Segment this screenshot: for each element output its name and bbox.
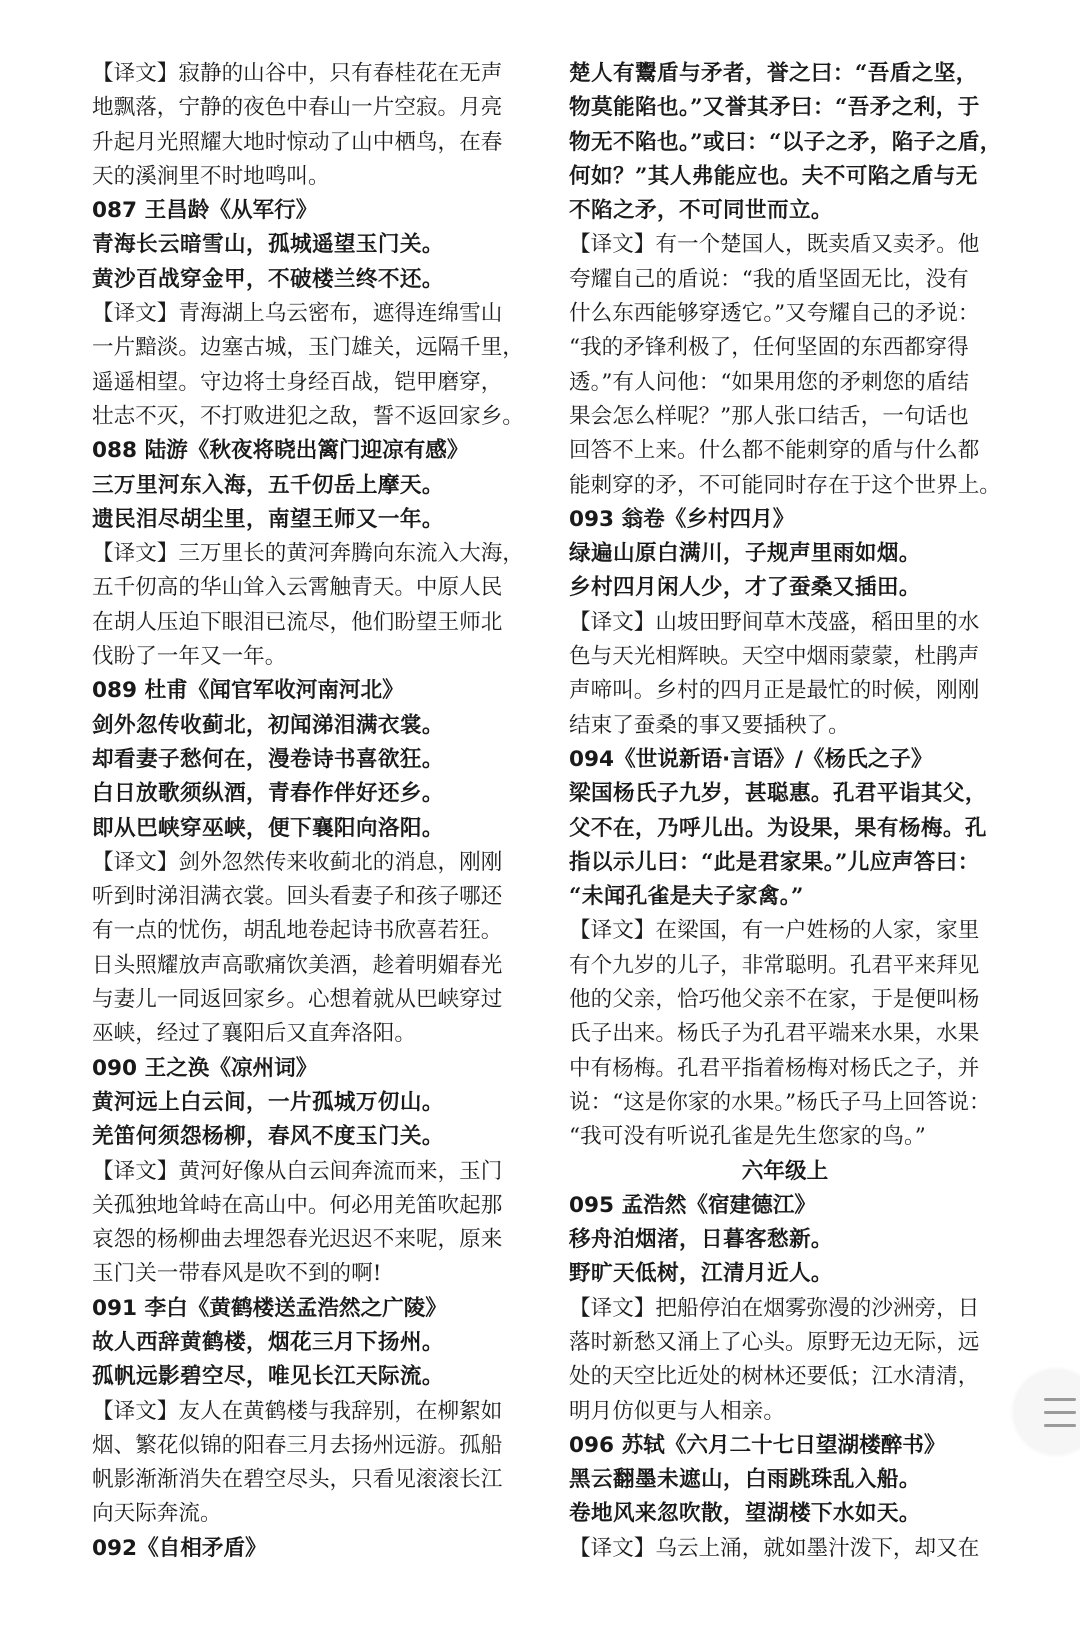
section-heading: 096 苏轼《六月二十七日望湖楼醉书》 [569, 1432, 946, 1458]
translation-line: 【译文】黄河好像从白云间奔流而来，玉门 [92, 1158, 503, 1184]
section-heading: 091 李白《黄鹤楼送孟浩然之广陵》 [92, 1295, 447, 1321]
poem-line: 楚人有鬻盾与矛者，誉之曰：“吾盾之坚， [569, 61, 978, 86]
hamburger-menu-icon-bar [1044, 1424, 1076, 1427]
translation-line: 果会怎么样呢？”那人张口结舌，一句话也 [569, 403, 969, 429]
poem-line: “未闻孔雀是夫子家禽。” [569, 884, 804, 910]
poem-line: 黑云翻墨未遮山，白雨跳珠乱入船。 [569, 1467, 921, 1493]
translation-line: 【译文】剑外忽然传来收蓟北的消息，刚刚 [92, 849, 503, 875]
poem-line: 指以示儿曰：“此是君家果。”儿应声答曰： [569, 849, 980, 875]
floating-menu-button[interactable] [1014, 1370, 1080, 1454]
poem-line: 父不在，乃呼儿出。为设果，果有杨梅。孔 [569, 815, 987, 841]
poem-line: 故人西辞黄鹤楼，烟花三月下扬州。 [92, 1329, 444, 1355]
translation-line: 听到时涕泪满衣裳。回头看妻子和孩子哪还 [92, 884, 503, 910]
hamburger-menu-icon-bar [1044, 1411, 1076, 1414]
poem-line: 物无不陷也。”或曰：“以子之矛，陷子之盾， [569, 129, 1002, 155]
translation-line: 【译文】在梁国，有一户姓杨的人家，家里 [569, 918, 980, 944]
poem-line: 剑外忽传收蓟北，初闻涕泪满衣裳。 [92, 712, 444, 738]
translation-line: 天的溪涧里不时地鸣叫。 [92, 163, 330, 189]
translation-line: 夸耀自己的盾说：“我的盾坚固无比，没有 [569, 266, 969, 292]
translation-line: 能刺穿的矛，不可能同时存在于这个世界上。 [569, 472, 1001, 498]
translation-line: 【译文】把船停泊在烟雾弥漫的沙洲旁，日 [569, 1295, 980, 1321]
section-heading: 093 翁卷《乡村四月》 [569, 506, 795, 532]
translation-line: 地飘落，宁静的夜色中春山一片空寂。月亮 [92, 95, 503, 121]
poem-line: 移舟泊烟渚，日暮客愁新。 [569, 1227, 833, 1253]
translation-line: 烟、繁花似锦的阳春三月去扬州远游。孤船 [92, 1432, 503, 1458]
translation-line: 氏子出来。杨氏子为孔君平端来水果，水果 [569, 1021, 980, 1047]
translation-line: 五千仞高的华山耸入云霄触青天。中原人民 [92, 575, 503, 601]
translation-line: 日头照耀放声高歌痛饮美酒，趁着明媚春光 [92, 952, 503, 978]
poem-line: 物莫能陷也。”又誉其矛曰：“吾矛之利，于 [569, 95, 980, 121]
section-heading: 092《自相矛盾》 [92, 1535, 267, 1561]
poem-line: 孤帆远影碧空尽，唯见长江天际流。 [92, 1364, 444, 1390]
translation-line: 【译文】山坡田野间草木茂盛，稻田里的水 [569, 609, 980, 635]
right-column [569, 57, 1001, 1566]
translation-line: 【译文】三万里长的黄河奔腾向东流入大海， [92, 541, 524, 567]
translation-line: 巫峡，经过了襄阳后又直奔洛阳。 [92, 1021, 416, 1047]
translation-line: 遥遥相望。守边将士身经百战，铠甲磨穿， [92, 369, 503, 395]
translation-line: 【译文】有一个楚国人，既卖盾又卖矛。他 [569, 232, 980, 258]
poem-line: 野旷天低树，江清月近人。 [569, 1261, 833, 1287]
translation-line: 哀怨的杨柳曲去埋怨春光迟迟不来呢，原来 [92, 1227, 503, 1253]
translation-line: 向天际奔流。 [92, 1501, 222, 1527]
translation-line: 明月仿似更与人相亲。 [569, 1398, 785, 1424]
section-heading: 087 王昌龄《从军行》 [92, 198, 318, 224]
poem-line: 何如？”其人弗能应也。夫不可陷之盾与无 [569, 163, 978, 189]
translation-line: 与妻儿一同返回家乡。心想着就从巴峡穿过 [92, 987, 503, 1013]
translation-line: 关孤独地耸峙在高山中。何必用羌笛吹起那 [92, 1192, 503, 1218]
translation-line: 落时新愁又涌上了心头。原野无边无际，远 [569, 1329, 980, 1355]
poem-line: 黄河远上白云间，一片孤城万仞山。 [92, 1089, 444, 1115]
section-heading: 090 王之涣《凉州词》 [92, 1055, 318, 1081]
translation-line: 中有杨梅。孔君平指着杨梅对杨氏之子，并 [569, 1055, 980, 1081]
translation-line: 什么东西能够穿透它。”又夸耀自己的矛说： [569, 301, 980, 327]
poem-line: 黄沙百战穿金甲，不破楼兰终不还。 [92, 266, 444, 292]
translation-line: 透。”有人问他：“如果用您的矛刺您的盾结 [569, 369, 969, 395]
translation-line: 他的父亲，恰巧他父亲不在家，于是便叫杨 [569, 987, 980, 1013]
poem-line: 却看妻子愁何在，漫卷诗书喜欲狂。 [92, 746, 444, 772]
translation-line: 玉门关一带春风是吹不到的啊! [92, 1261, 382, 1287]
poem-line: 三万里河东入海，五千仞岳上摩天。 [92, 472, 444, 498]
translation-line: 壮志不灭，不打败进犯之敌，誓不返回家乡。 [92, 403, 524, 429]
translation-line: 【译文】乌云上涌，就如墨汁泼下，却又在 [569, 1535, 980, 1561]
poem-line: 卷地风来忽吹散，望湖楼下水如天。 [569, 1501, 921, 1527]
translation-line: 【译文】青海湖上乌云密布，遮得连绵雪山 [92, 301, 503, 327]
translation-line: 结束了蚕桑的事又要插秧了。 [569, 712, 850, 738]
translation-line: 在胡人压迫下眼泪已流尽，他们盼望王师北 [92, 609, 503, 635]
poem-line: 青海长云暗雪山，孤城遥望玉门关。 [92, 232, 444, 258]
translation-line: 升起月光照耀大地时惊动了山中栖鸟，在春 [92, 129, 503, 155]
poem-line: 羌笛何须怨杨柳，春风不度玉门关。 [92, 1124, 444, 1150]
translation-line: 【译文】寂静的山谷中，只有春桂花在无声 [92, 61, 503, 86]
grade-heading: 六年级上 [741, 1158, 829, 1184]
translation-line: “我的矛锋利极了，任何坚固的东西都穿得 [569, 335, 969, 361]
hamburger-menu-icon [1044, 1398, 1076, 1401]
translation-line: 处的天空比近处的树林还要低；江水清清， [569, 1364, 980, 1390]
poem-line: 绿遍山原白满川，子规声里雨如烟。 [569, 541, 921, 567]
translation-line: 声啼叫。乡村的四月正是最忙的时候，刚刚 [569, 678, 980, 704]
poem-line: 乡村四月闲人少，才了蚕桑又插田。 [569, 575, 921, 601]
translation-line: 一片黯淡。边塞古城，玉门雄关，远隔千里， [92, 335, 524, 361]
translation-line: 帆影渐渐消失在碧空尽头，只看见滚滚长江 [92, 1467, 503, 1493]
translation-line: 说：“这是你家的水果。”杨氏子马上回答说： [569, 1089, 991, 1115]
section-heading: 095 孟浩然《宿建德江》 [569, 1192, 816, 1218]
poem-line: 白日放歌须纵酒，青春作伴好还乡。 [92, 781, 444, 807]
left-column [92, 57, 524, 1566]
poem-line: 遗民泪尽胡尘里，南望王师又一年。 [92, 506, 444, 532]
translation-line: 有一点的忧伤，胡乱地卷起诗书欣喜若狂。 [92, 918, 503, 944]
translation-line: “我可没有听说孔雀是先生您家的鸟。” [569, 1124, 926, 1150]
section-heading: 088 陆游《秋夜将晓出篱门迎凉有感》 [92, 438, 469, 464]
section-heading: 094《世说新语·言语》/《杨氏之子》 [569, 746, 933, 772]
translation-line: 有个九岁的儿子，非常聪明。孔君平来拜见 [569, 952, 980, 978]
translation-line: 【译文】友人在黄鹤楼与我辞别，在柳絮如 [92, 1398, 503, 1424]
poem-line: 不陷之矛，不可同世而立。 [569, 198, 833, 224]
section-heading: 089 杜甫《闻官军收河南河北》 [92, 678, 404, 704]
translation-line: 伐盼了一年又一年。 [92, 644, 287, 670]
translation-line: 色与天光相辉映。天空中烟雨蒙蒙，杜鹃声 [569, 644, 980, 670]
translation-line: 回答不上来。什么都不能刺穿的盾与什么都 [569, 438, 980, 464]
poem-line: 即从巴峡穿巫峡，便下襄阳向洛阳。 [92, 815, 444, 841]
poem-line: 梁国杨氏子九岁，甚聪惠。孔君平诣其父， [569, 781, 987, 807]
